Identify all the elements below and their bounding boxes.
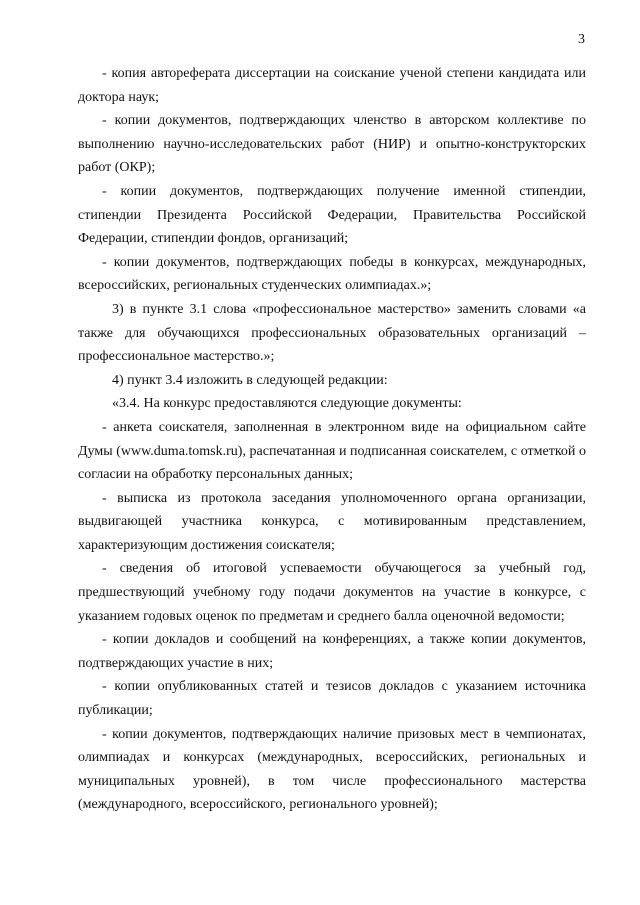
paragraph-applicant-form: - анкета соискателя, заполненная в электронном виде на официальном сайте Думы (www.duma.tomsk.ru), распечатанная и подписанная соискателем, с отметкой о согласии на обработку персональных данных; xyxy=(78,419,586,483)
paragraph-clause-3-4: «3.4. На конкурс предоставляются следующие документы: xyxy=(112,396,462,412)
page-number: 3 xyxy=(578,32,585,47)
document-body xyxy=(78,62,586,817)
paragraph-prize-places: - копии документов, подтверждающих наличие призовых мест в чемпионатах, олимпиадах и конкурсах (международных, всероссийских, региональных и муниципальных уровней), в том числе профессионального мастерства (международного, всероссийского, регионального уровней); xyxy=(78,726,586,813)
paragraph-academic-performance: - сведения об итоговой успеваемости обучающегося за учебный год, предшествующий учебному году подачи документов на участие в конкурсе, с указанием годовых оценок по предметам и среднего балла оценочной ведомости; xyxy=(78,561,586,624)
paragraph-scholarship: - копии документов, подтверждающих получение именной стипендии, стипендии Президента Российской Федерации, Правительства Российской Федерации, стипендии фондов, организаций; xyxy=(78,183,586,247)
paragraph-author-collective: - копии документов, подтверждающих членство в авторском коллективе по выполнению научно-исследовательских работ (НИР) и опытно-конструкторских работ (ОКР); xyxy=(78,113,586,176)
paragraph-published-articles: - копии опубликованных статей и тезисов докладов с указанием источника публикации; xyxy=(78,679,586,719)
paragraph-protocol-extract: - выписка из протокола заседания уполномоченного органа организации, выдвигающей участника конкурса, с мотивированным представлением, характеризующим достижения соискателя; xyxy=(78,490,586,553)
paragraph-autoreferat: - копия автореферата диссертации на соискание ученой степени кандидата или доктора наук; xyxy=(78,66,586,105)
paragraph-contest-victories: - копии документов, подтверждающих победы в конкурсах, международных, всероссийских, региональных студенческих олимпиадах.»; xyxy=(78,254,586,294)
paragraph-conference-reports: - копии докладов и сообщений на конференциях, а также копии документов, подтверждающих участие в них; xyxy=(78,632,586,671)
paragraph-item-4: 4) пункт 3.4 изложить в следующей редакции: xyxy=(112,372,388,388)
paragraph-item-3: 3) в пункте 3.1 слова «профессиональное мастерство» заменить словами «а также для обучающихся профессиональных образовательных организаций – профессиональное мастерство.»; xyxy=(78,301,586,365)
